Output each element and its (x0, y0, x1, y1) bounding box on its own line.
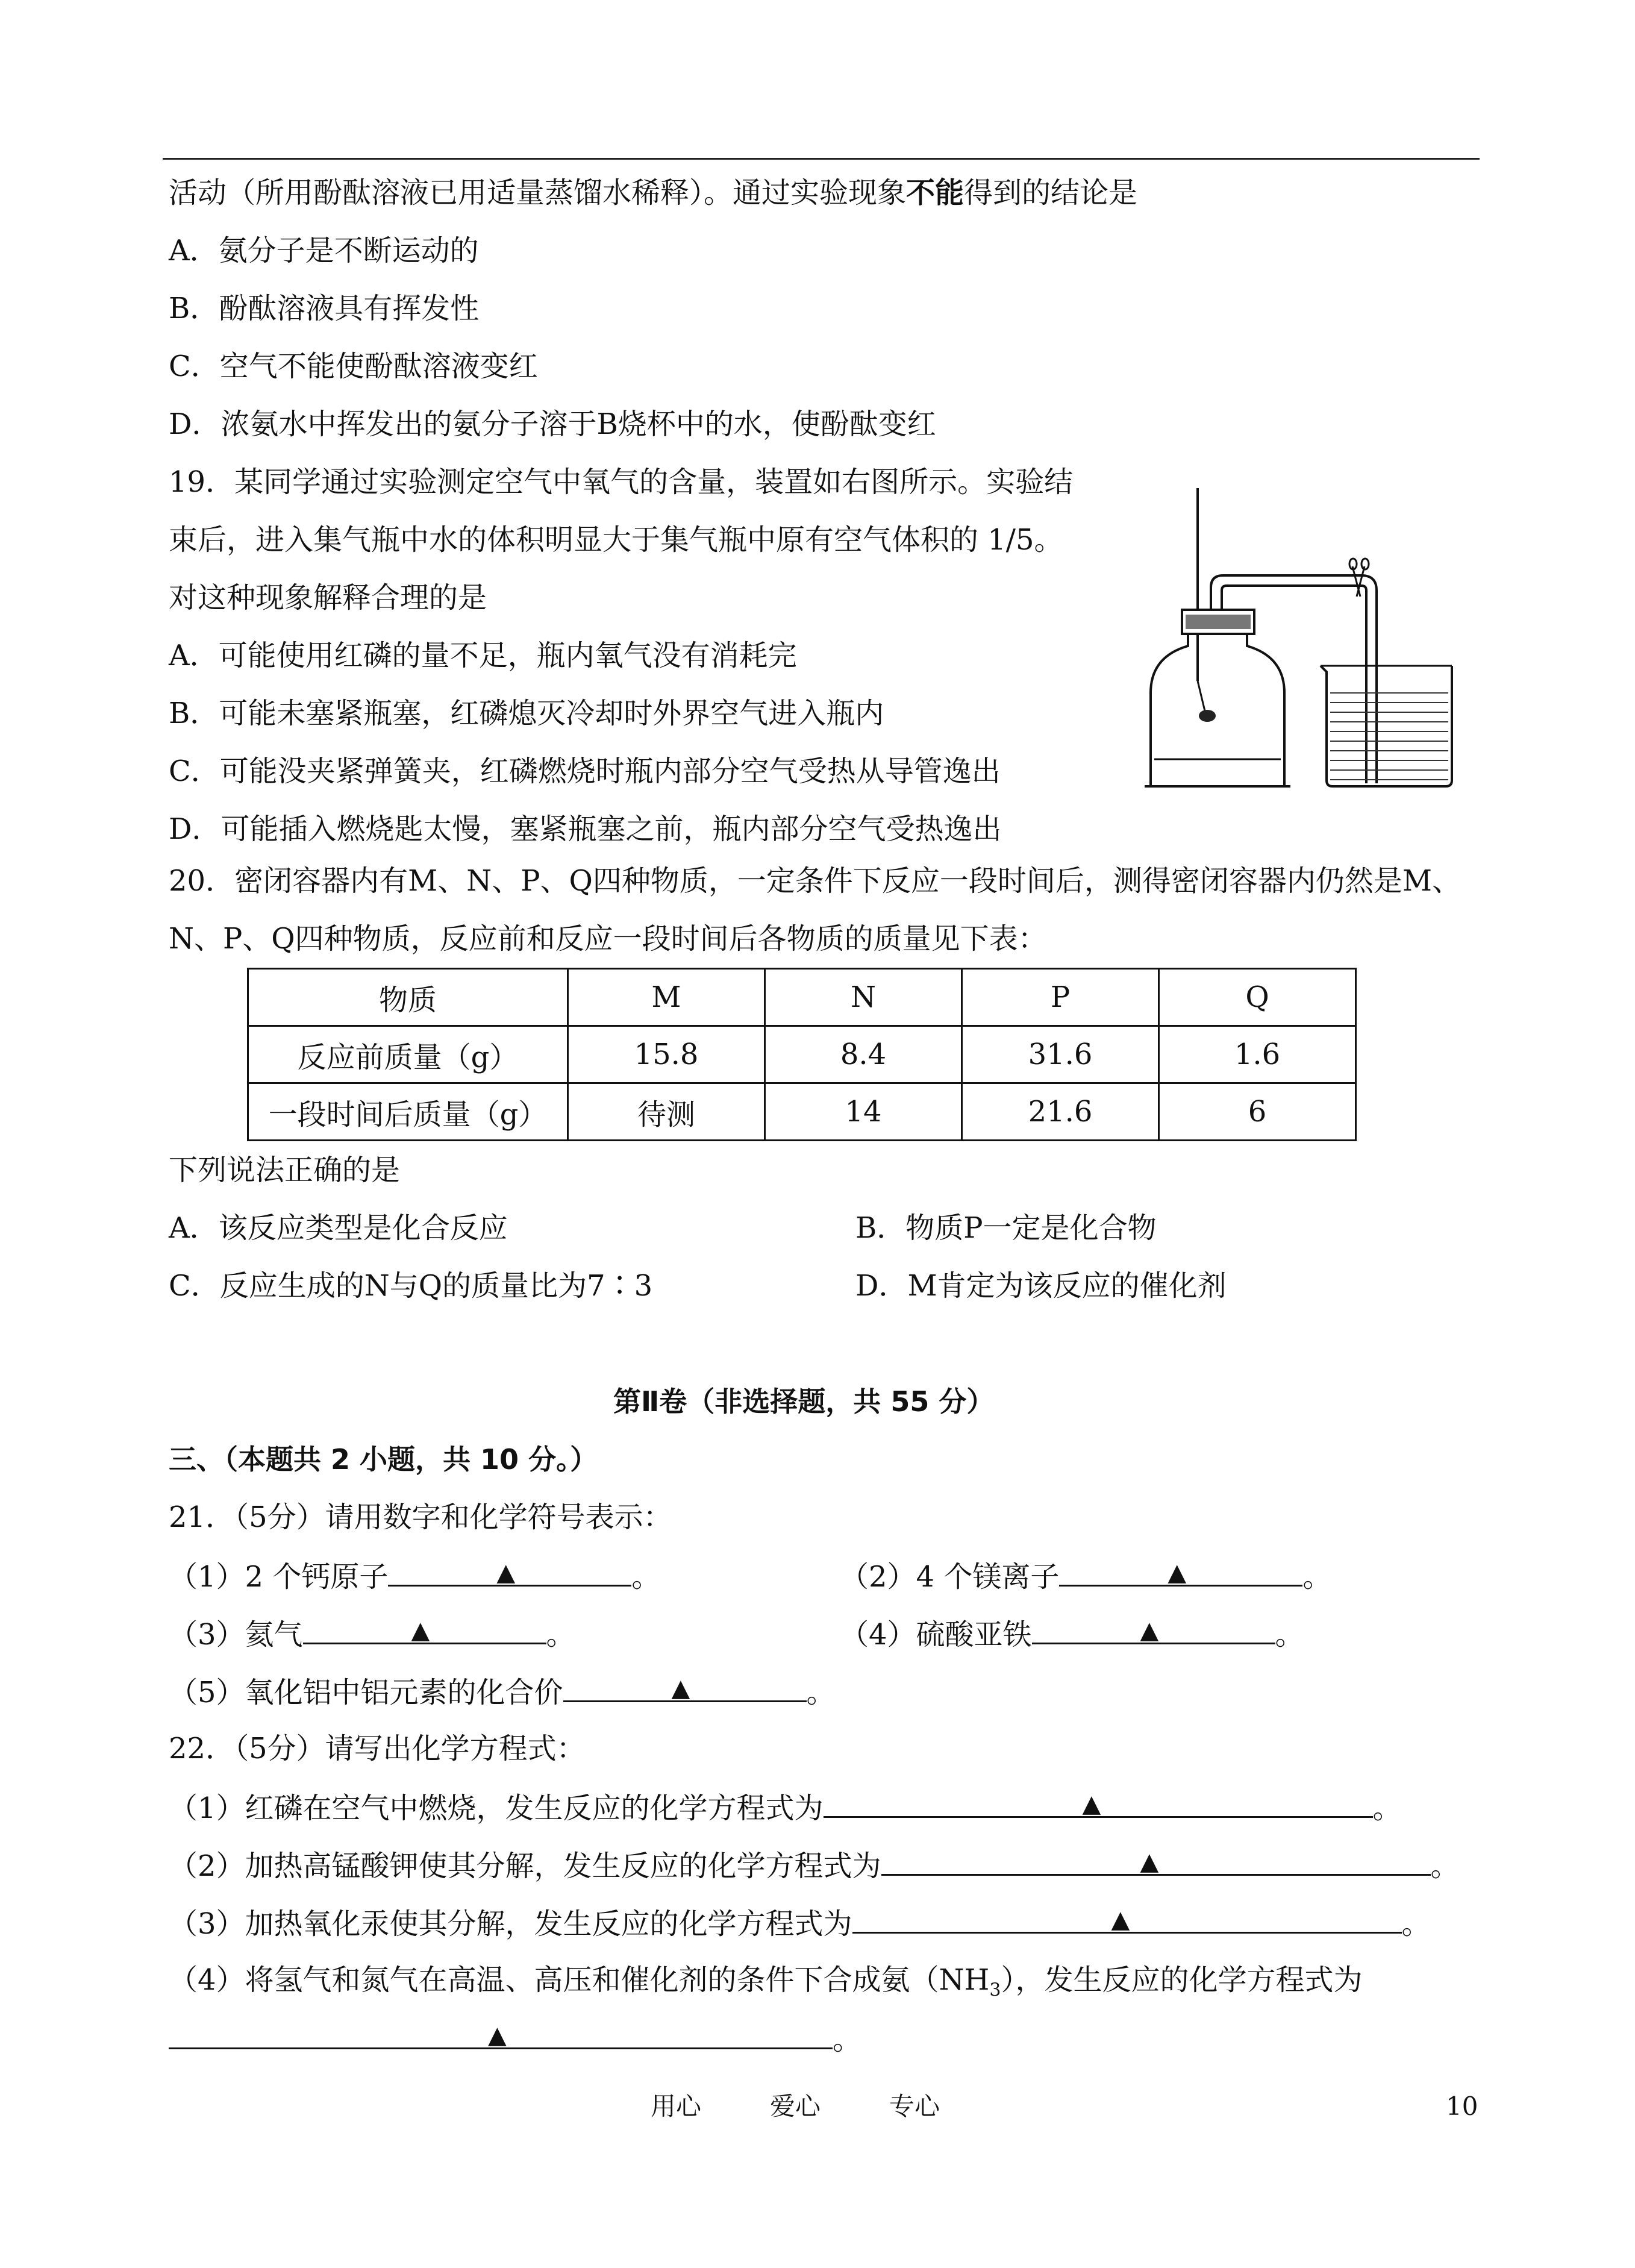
q19-option-c: C．可能没夹紧弹簧夹，红磷燃烧时瓶内部分空气受热从导管逸出 (169, 754, 1001, 788)
triangle-marker-icon: ▲ (1140, 1848, 1159, 1876)
q18-option-a: A．氨分子是不断运动的 (169, 234, 479, 268)
q19-option-a: A．可能使用红磷的量不足，瓶内氧气没有消耗完 (169, 639, 797, 672)
table-cell: 14 (765, 1083, 962, 1141)
q21-item-5: （5）氧化铝中铝元素的化合价 ▲ 。 (169, 1673, 836, 1711)
table-cell: 6 (1159, 1083, 1356, 1141)
answer-blank[interactable] (1059, 1557, 1302, 1587)
answer-blank[interactable] (563, 1673, 807, 1702)
q22-item-4: （4）将氢气和氮气在高温、高压和催化剂的条件下合成氨$(NH_3)$，发生反应的化学方程式为 (169, 1963, 1363, 2001)
triangle-marker-icon: ▲ (1082, 1790, 1101, 1818)
q18-option-c: C．空气不能使酚酞溶液变红 (169, 349, 538, 383)
table-cell: 一段时间后质量（g） (248, 1083, 568, 1141)
table-row (248, 1026, 1356, 1083)
q20-option-d: D．M肯定为该反应的催化剂 (855, 1269, 1227, 1303)
q21-item-3: （3）氦气 ▲ 。 (169, 1615, 575, 1653)
table-cell: 15.8 (568, 1026, 765, 1083)
triangle-marker-icon: ▲ (496, 1559, 516, 1587)
table-header-cell: 物质 (248, 969, 568, 1026)
triangle-marker-icon: ▲ (1140, 1617, 1159, 1644)
part-3-heading: 三、（本题共 2 小题，共 10 分。） (169, 1443, 598, 1476)
table-cell: 31.6 (962, 1026, 1159, 1083)
table-cell: 1.6 (1159, 1026, 1356, 1083)
answer-blank[interactable] (852, 1904, 1402, 1934)
q22-item-1: （1）红磷在空气中燃烧，发生反应的化学方程式为 ▲ 。 (169, 1788, 1402, 1826)
table-cell: 反应前质量（g） (248, 1026, 568, 1083)
q18-stem-end: 活动（所用酚酞溶液已用适量蒸馏水稀释）。通过实验现象不能得到的结论是 (169, 176, 1138, 210)
table-header-row (248, 969, 1356, 1026)
q21-item-1: （1）2 个钙原子 ▲ 。 (169, 1557, 660, 1595)
q19-option-b: B．可能未塞紧瓶塞，红磷熄灭冷却时外界空气进入瓶内 (169, 697, 884, 730)
mass-data-table (247, 968, 1357, 1141)
footer-item: 用心 (651, 2091, 702, 2121)
table-header-cell: P (962, 969, 1159, 1026)
footer-item: 爱心 (770, 2091, 821, 2121)
answer-blank[interactable] (1032, 1615, 1275, 1644)
triangle-marker-icon: ▲ (488, 2022, 507, 2049)
q18-option-b: B．酚酞溶液具有挥发性 (169, 292, 480, 325)
table-header-cell: N (765, 969, 962, 1026)
q21-stem: 21．（5分）请用数字和化学符号表示： (169, 1500, 672, 1534)
q19-stem-line3: 对这种现象解释合理的是 (169, 581, 487, 615)
oxygen-experiment-apparatus-figure (1133, 476, 1470, 801)
q22-item-2: （2）加热高锰酸钾使其分解，发生反应的化学方程式为 ▲ 。 (169, 1846, 1460, 1884)
q20-stem-line1: 20．密闭容器内有M、N、P、Q四种物质，一定条件下反应一段时间后，测得密闭容器内仍然是M、 (169, 864, 1461, 898)
q20-option-c: C．反应生成的N与Q的质量比为7∶3 (169, 1269, 653, 1303)
page-number: 10 (1446, 2091, 1478, 2121)
answer-blank[interactable] (881, 1846, 1431, 1876)
table-cell: 待测 (568, 1083, 765, 1141)
q22-item-4-answer: ▲ 。 (169, 2020, 861, 2058)
q18-option-d: D．浓氨水中挥发出的氨分子溶于B烧杯中的水，使酚酞变红 (169, 407, 936, 441)
q19-stem-line2: 束后，进入集气瓶中水的体积明显大于集气瓶中原有空气体积的 1/5。 (169, 523, 1063, 557)
answer-blank[interactable] (388, 1557, 631, 1587)
q19-option-d: D．可能插入燃烧匙太慢，塞紧瓶塞之前，瓶内部分空气受热逸出 (169, 812, 1002, 846)
triangle-marker-icon: ▲ (1111, 1906, 1130, 1934)
q22-item-3: （3）加热氧化汞使其分解，发生反应的化学方程式为 ▲ 。 (169, 1904, 1431, 1942)
triangle-marker-icon: ▲ (671, 1674, 690, 1702)
header-rule (163, 158, 1480, 160)
answer-blank[interactable] (303, 1615, 546, 1644)
table-header-cell: Q (1159, 969, 1356, 1026)
footer-item: 专心 (889, 2091, 940, 2121)
triangle-marker-icon: ▲ (411, 1617, 430, 1644)
q20-option-b: B．物质P一定是化合物 (855, 1211, 1157, 1245)
q22-stem: 22．（5分）请写出化学方程式： (169, 1732, 586, 1765)
q21-item-4: （4）硫酸亚铁 ▲ 。 (840, 1615, 1304, 1653)
answer-blank[interactable] (169, 2020, 833, 2049)
q21-item-2: （2）4 个镁离子 ▲ 。 (840, 1557, 1331, 1595)
answer-blank[interactable] (824, 1788, 1373, 1818)
section-2-title: 第Ⅱ卷（非选择题，共 55 分） (613, 1385, 995, 1418)
triangle-marker-icon: ▲ (1168, 1559, 1187, 1587)
table-cell: 8.4 (765, 1026, 962, 1083)
q20-prompt: 下列说法正确的是 (169, 1153, 401, 1187)
q20-option-a: A．该反应类型是化合反应 (169, 1211, 508, 1245)
table-cell: 21.6 (962, 1083, 1159, 1141)
q19-stem-line1: 19．某同学通过实验测定空气中氧气的含量，装置如右图所示。实验结 (169, 465, 1074, 499)
table-row (248, 1083, 1356, 1141)
q20-stem-line2: N、P、Q四种物质，反应前和反应一段时间后各物质的质量见下表： (169, 922, 1047, 956)
table-header-cell: M (568, 969, 765, 1026)
